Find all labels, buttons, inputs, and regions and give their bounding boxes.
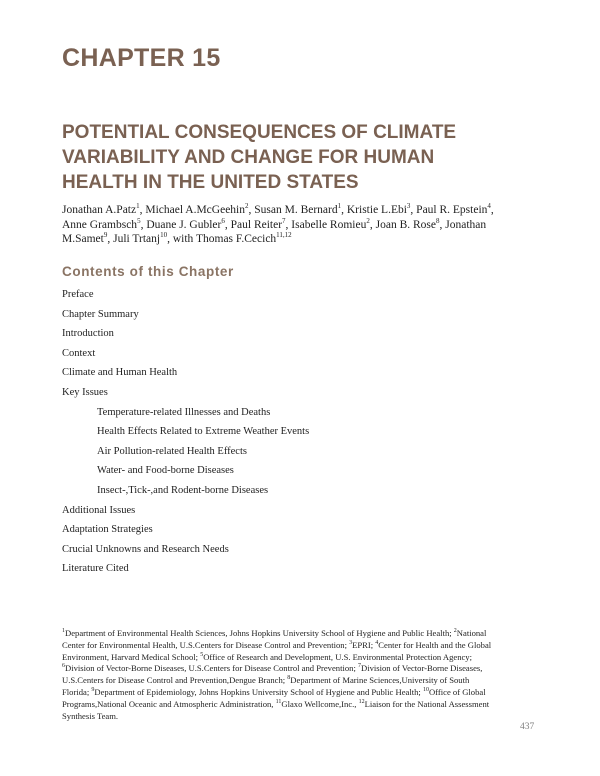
footnote-text: Office of Research and Development, U.S. Environmental Protection Agency; [203,651,472,662]
footnote-text: Office of Global Programs,National Oceanic and Atmospheric Administration, [62,686,486,709]
author-name: Paul Reiter [230,218,283,231]
author-affiliation-mark: 10 [160,231,168,240]
author-separator: , [490,204,494,216]
author-name: Thomas F.Cecich [195,233,277,245]
toc-item: Chapter Summary [62,308,139,320]
toc-subitem: Water- and Food-borne Diseases [97,465,234,477]
author-separator: , [369,218,376,231]
author-separator: , with [167,233,196,245]
footnote-mark: 2 [453,628,457,635]
author-separator: , [341,204,347,216]
chapter-title: POTENTIAL CONSEQUENCES OF CLIMATE VARIABILITY AND CHANGE FOR HUMAN HEALTH IN THE UNITED STATES [62,122,457,193]
footnote-text: Glaxo Wellcome,Inc., [281,698,359,709]
author-affiliation-footnotes [62,628,497,722]
author-affiliation-mark: 5 [137,216,141,225]
toc-subitem: Temperature-related Illnesses and Deaths [97,406,271,418]
author-affiliation-mark: 6 [221,216,225,225]
author-separator: , [107,233,114,245]
author-name: Kristie L.Ebi [346,204,407,216]
toc-item: Additional Issues [62,504,136,516]
author-name: Jonathan M.Samet [62,218,487,245]
toc-item: Climate and Human Health [62,367,178,379]
toc-item: Context [62,347,96,359]
author-name: Michael A.McGeehin [145,204,245,216]
footnote-text: Division of Vector-Borne Diseases, U.S.Centers for Disease Control and Prevention,Dengue Branch; [62,663,483,686]
author-separator: , [140,218,147,231]
footnote-mark: 5 [200,651,204,658]
footnote-text: Department of Marine Sciences,University of South Florida; [62,675,470,697]
author-name: Duane J. Gubler [146,218,222,231]
toc-item: Preface [62,289,94,300]
author-separator: , [139,204,146,216]
footnote-mark: 9 [91,687,95,694]
table-of-contents [62,289,532,583]
page-number: 437 [520,722,535,732]
footnote-mark: 3 [349,639,353,646]
author-separator: , [224,218,231,231]
footnote-mark: 11 [275,698,282,705]
footnote-text: National Center for Environmental Health, U.S.Centers for Disease Control and Prevention; [62,628,487,650]
chapter-label: CHAPTER 15 [62,44,221,72]
author-affiliation-mark: 1 [337,202,342,211]
contents-heading: Contents of this Chapter [62,264,234,279]
toc-subitem: Air Pollution-related Health Effects [97,445,247,457]
footnote-mark: 4 [375,639,379,646]
footnote-text: Liaison for the National Assessment Synthesis Team. [62,698,490,721]
toc-item: Introduction [62,328,114,340]
author-name: Susan M. Bernard [254,204,338,216]
footnote-mark: 6 [62,663,65,670]
footnote-text: EPRI; [352,639,376,650]
author-name: Paul R. Epstein [416,204,488,216]
author-affiliation-mark: 8 [435,216,440,225]
author-affiliation-mark: 1 [136,202,140,211]
author-name: Isabelle Romieu [291,218,367,231]
toc-item: Literature Cited [62,563,129,575]
author-affiliation-mark: 2 [366,216,370,225]
toc-subitem: Health Effects Related to Extreme Weather Events [97,426,310,438]
author-affiliation-mark: 4 [487,202,491,211]
author-affiliation-mark: 9 [103,231,108,240]
author-separator: , [285,218,292,231]
author-name: Jonathan A.Patz [62,204,137,216]
footnote-mark: 8 [287,675,291,682]
toc-item: Key Issues [62,386,108,398]
author-separator: , [410,204,417,216]
toc-item: Crucial Unknowns and Research Needs [62,543,229,555]
author-affiliation-mark: 2 [245,202,249,211]
author-name: Juli Trtanj [113,233,161,245]
author-affiliation-mark: 7 [282,216,286,225]
author-affiliation-mark: 3 [406,202,411,211]
author-name: Joan B. Rose [375,218,436,231]
footnote-text: Division of Vector-Borne Diseases, U.S.Centers for Disease Control and Prevention; [65,663,358,674]
footnote-text: Department of Epidemiology, Johns Hopkins University School of Hygiene and Public Health; [94,686,423,697]
author-name: Anne Grambsch [62,218,138,231]
author-list [62,203,502,247]
footnote-text: Department of Environmental Health Sciences, Johns Hopkins University School of Hygiene and Public Health; [65,628,454,638]
toc-subitem: Insect-,Tick-,and Rodent-borne Diseases [97,484,269,496]
author-separator: , [248,204,255,216]
footnote-mark: 12 [358,698,365,705]
footnote-text: Center for Health and the Global Environment, Harvard Medical School; [62,639,492,662]
toc-item: Adaptation Strategies [62,524,153,536]
author-affiliation-mark: 11,12 [276,231,292,240]
author-separator: , [439,218,446,231]
footnote-mark: 1 [62,628,65,635]
footnote-mark: 7 [358,663,361,670]
footnote-mark: 10 [422,687,429,694]
